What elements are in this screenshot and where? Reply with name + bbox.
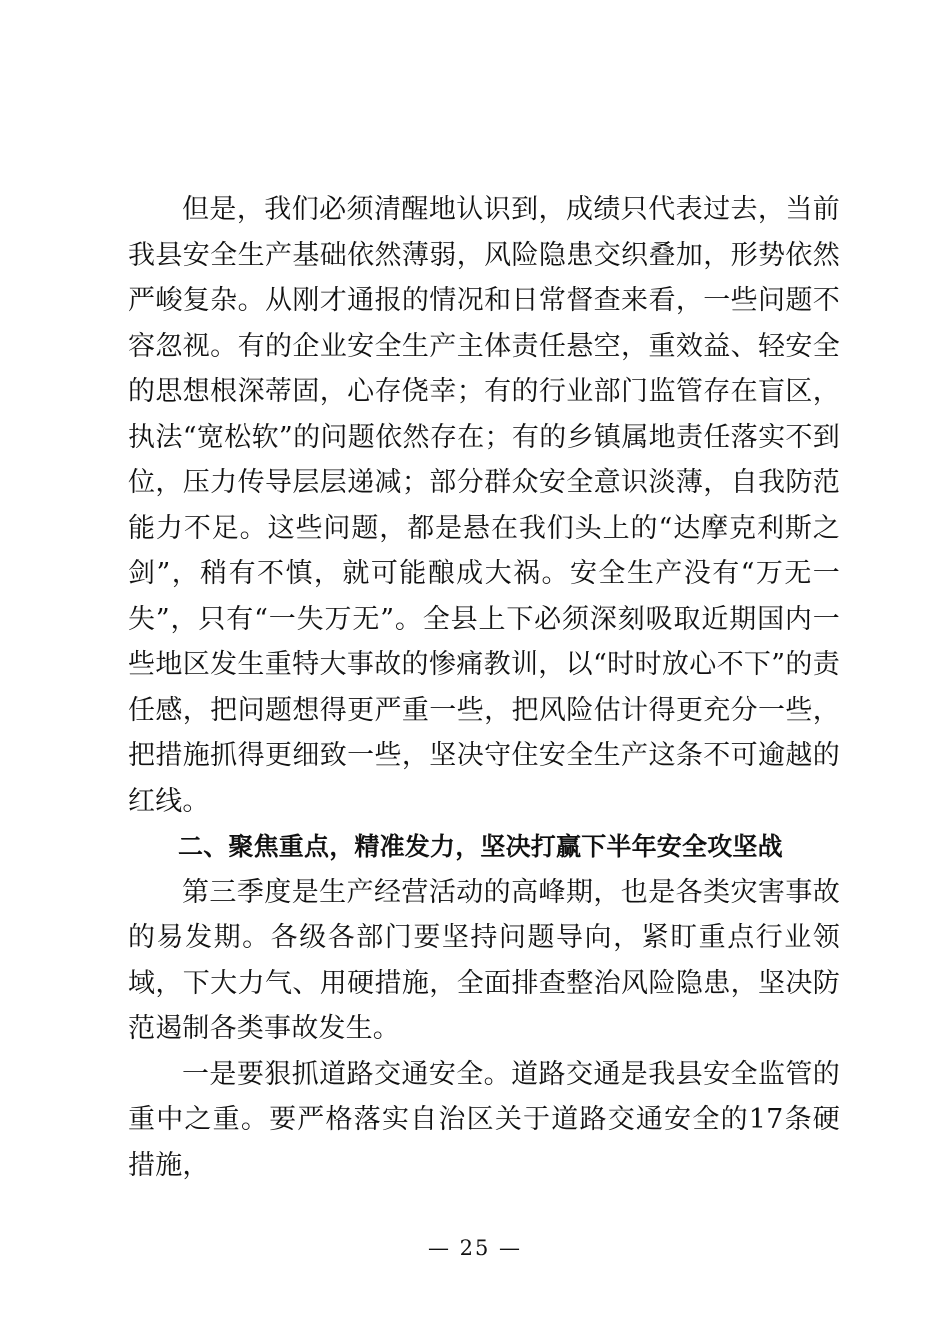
paragraph-road-traffic: 一是要狠抓道路交通安全。道路交通是我县安全监管的重中之重。要严格落实自治区关于道路交通安全的17条硬措施， [128,1058,840,1181]
paragraph-situation-assessment: 但是，我们必须清醒地认识到，成绩只代表过去，当前我县安全生产基础依然薄弱，风险隐患交织叠加，形势依然严峻复杂。从刚才通报的情况和日常督查来看，一些问题不容忽视。有的企业安全生产主体责任悬空，重效益、轻安全的思想根深蒂固，心存侥幸；有的行业部门监管存在盲区，执法“宽松软”的问题依然存在；有的乡镇属地责任落实不到位，压力传导层层递减；部分群众安全意识淡薄，自我防范能力不足。这些问题，都是悬在我们头上的“达摩克利斯之剑”，稍有不慎，就可能酿成大祸。安全生产没有“万无一失”，只有“一失万无”。全县上下必须深刻吸取近期国内一些地区发生重特大事故的惨痛教训，以“时时放心不下”的责任感，把问题想得更严重一些，把风险估计得更充分一些，把措施抓得更细致一些，坚决守住安全生产这条不可逾越的红线。 [128,194,840,817]
paragraph-third-quarter: 第三季度是生产经营活动的高峰期，也是各类灾害事故的易发期。各级各部门要坚持问题导向，紧盯重点行业领域，下大力气、用硬措施，全面排查整治风险隐患，坚决防范遏制各类事故发生。 [128,876,840,1044]
page-number: — 25 — [427,1236,523,1260]
section-heading: 二、聚焦重点，精准发力，坚决打赢下半年安全攻坚战 [178,832,783,861]
document-body [128,187,840,1188]
